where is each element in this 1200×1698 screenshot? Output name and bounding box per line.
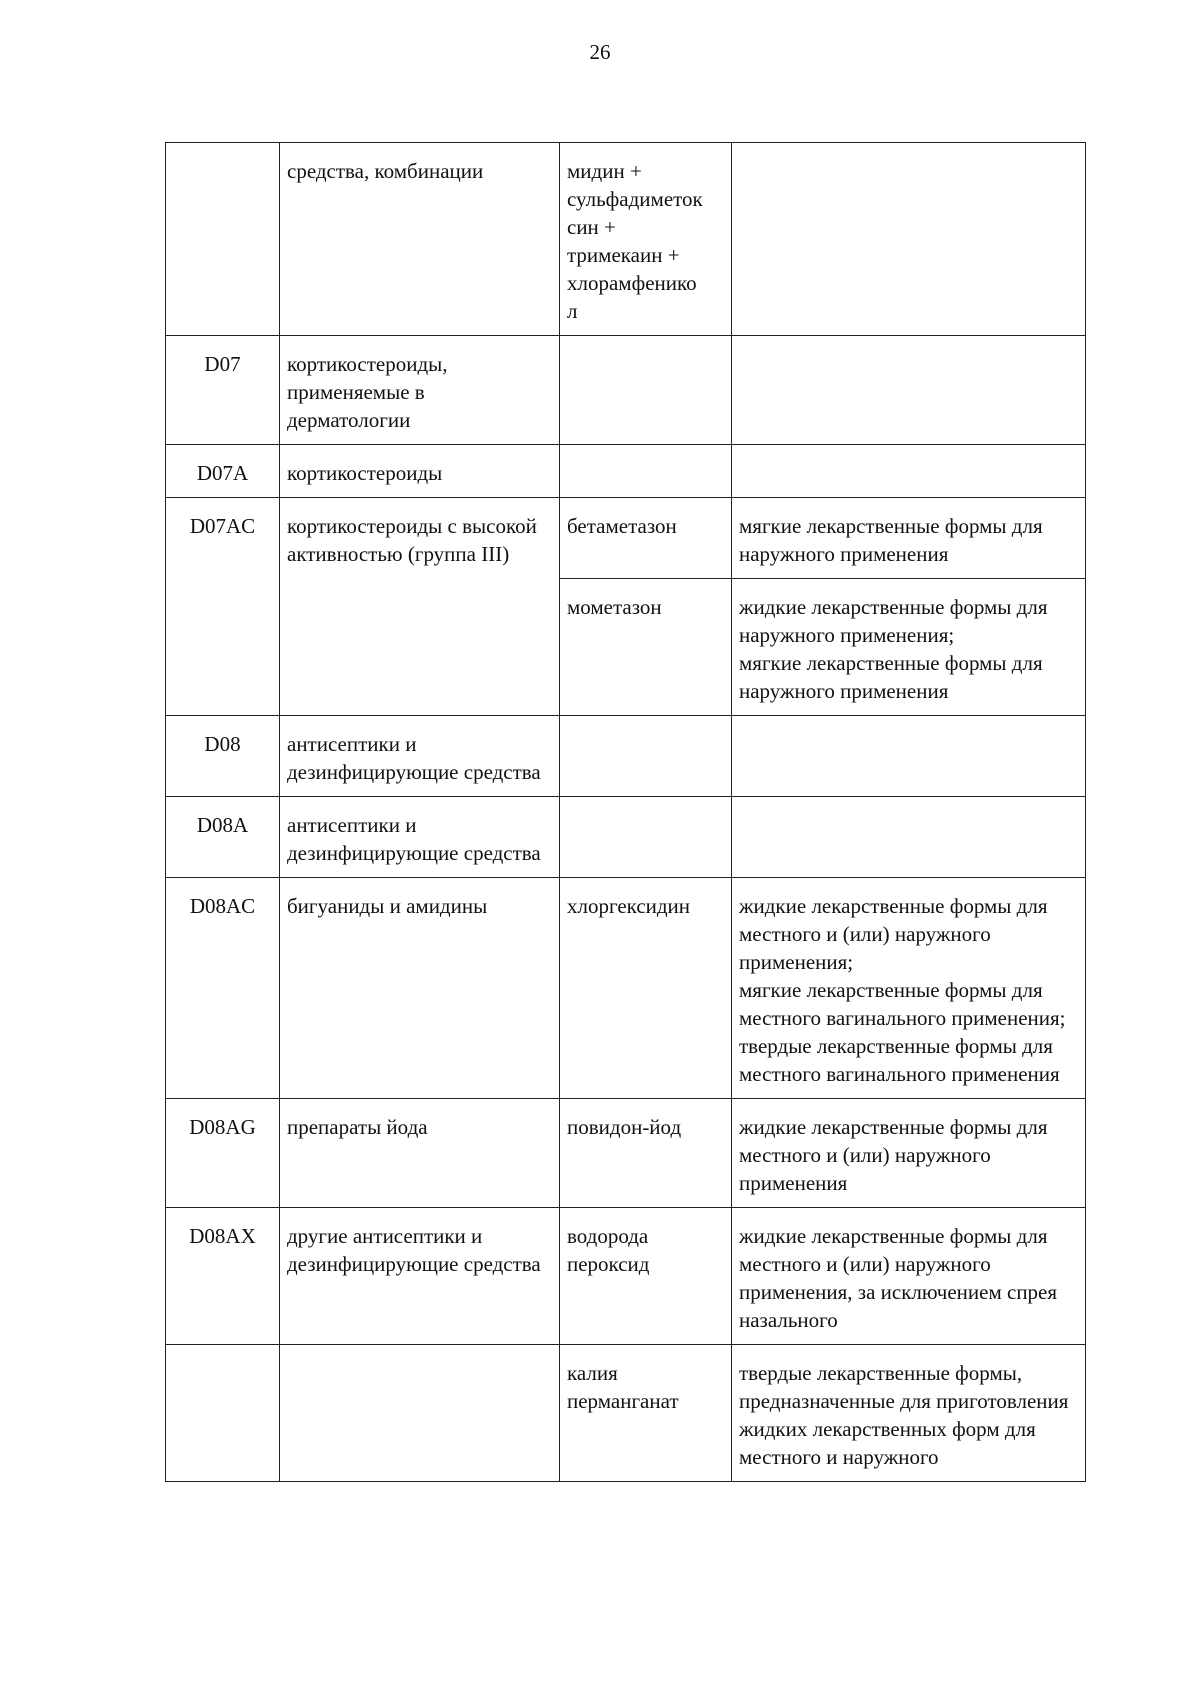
form-cell — [732, 445, 1086, 498]
atc-code-cell: D08 — [166, 716, 280, 797]
table-row — [166, 716, 1086, 797]
table-row — [166, 797, 1086, 878]
group-cell: средства, комбинации — [280, 143, 560, 336]
atc-code-cell: D07AC — [166, 498, 280, 716]
drug-cell: бетаметазон — [560, 498, 732, 579]
atc-code-cell: D08AG — [166, 1099, 280, 1208]
drug-cell — [560, 716, 732, 797]
table-row — [166, 1345, 1086, 1482]
group-cell: препараты йода — [280, 1099, 560, 1208]
group-cell: кортикостероиды — [280, 445, 560, 498]
atc-code-cell: D08AX — [166, 1208, 280, 1345]
form-cell: жидкие лекарственные формы для местного и (или) наружного применения; мягкие лекарственные формы для местного вагинального применения; твердые лекарственные формы для местного вагинального применения — [732, 878, 1086, 1099]
table-row — [166, 878, 1086, 1099]
table-row — [166, 336, 1086, 445]
atc-code-cell: D07 — [166, 336, 280, 445]
group-cell: кортикостероиды с высокой активностью (группа III) — [280, 498, 560, 716]
table-row — [166, 445, 1086, 498]
form-cell — [732, 716, 1086, 797]
page-number: 26 — [589, 40, 611, 64]
drug-cell — [560, 336, 732, 445]
form-cell — [732, 336, 1086, 445]
drug-cell: повидон-йод — [560, 1099, 732, 1208]
drug-cell: мометазон — [560, 579, 732, 716]
drug-cell: хлоргексидин — [560, 878, 732, 1099]
form-cell: мягкие лекарственные формы для наружного применения — [732, 498, 1086, 579]
group-cell: бигуаниды и амидины — [280, 878, 560, 1099]
drug-cell: калия перманганат — [560, 1345, 732, 1482]
group-cell: антисептики и дезинфицирующие средства — [280, 797, 560, 878]
form-cell — [732, 797, 1086, 878]
atc-code-cell — [166, 143, 280, 336]
group-cell: антисептики и дезинфицирующие средства — [280, 716, 560, 797]
atc-code-cell: D07A — [166, 445, 280, 498]
drug-cell: водорода пероксид — [560, 1208, 732, 1345]
table-row — [166, 498, 1086, 579]
form-cell — [732, 143, 1086, 336]
form-cell: жидкие лекарственные формы для местного и (или) наружного применения, за исключением спрея назального — [732, 1208, 1086, 1345]
table-row — [166, 1099, 1086, 1208]
atc-code-cell — [166, 1345, 280, 1482]
group-cell — [280, 1345, 560, 1482]
form-cell: твердые лекарственные формы, предназначенные для приготовления жидких лекарственных форм для местного и наружного — [732, 1345, 1086, 1482]
atc-code-cell: D08AC — [166, 878, 280, 1099]
drug-cell: мидин + сульфадиметок син + тримекаин + хлорамфенико л — [560, 143, 732, 336]
table-row — [166, 143, 1086, 336]
form-cell: жидкие лекарственные формы для наружного применения; мягкие лекарственные формы для наружного применения — [732, 579, 1086, 716]
group-cell: кортикостероиды, применяемые в дерматологии — [280, 336, 560, 445]
group-cell: другие антисептики и дезинфицирующие средства — [280, 1208, 560, 1345]
drug-cell — [560, 445, 732, 498]
drug-table — [165, 142, 1086, 1482]
drug-cell — [560, 797, 732, 878]
atc-code-cell: D08A — [166, 797, 280, 878]
form-cell: жидкие лекарственные формы для местного и (или) наружного применения — [732, 1099, 1086, 1208]
table-row — [166, 1208, 1086, 1345]
